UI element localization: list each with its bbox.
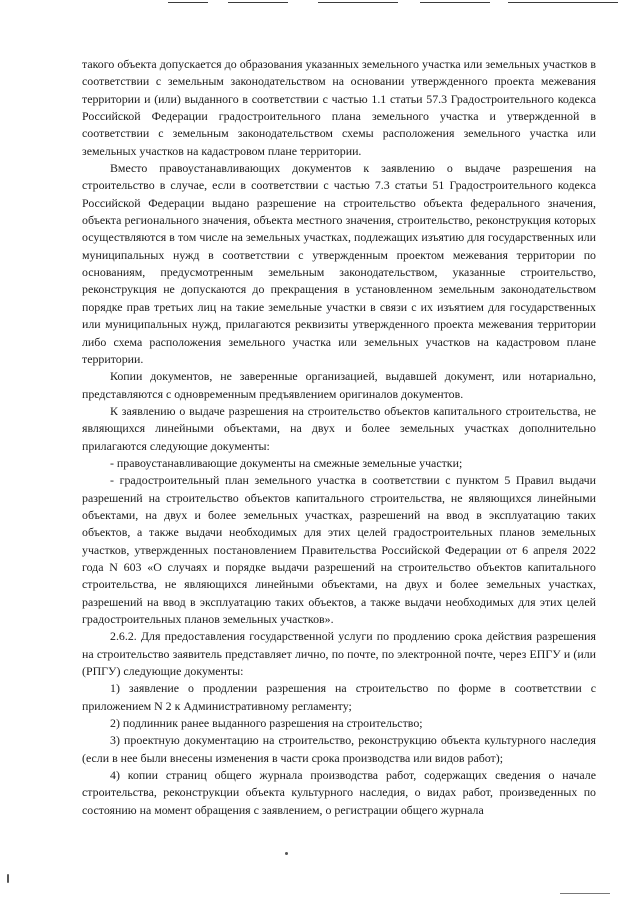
list-item: 2) подлинник ранее выданного разрешения на строительство; [110,716,423,731]
paragraph: Копии документов, не заверенные организацией, выдавшей документ, или нотариально, представляются с одновременным предъявлением оригиналов документов. [82,369,596,401]
scan-edge-line [318,2,398,3]
paragraph: такого объекта допускается до образования указанных земельного участка или земельных участков в соответствии с земельным законодательством на основании утвержденного проекта межевания территории и (или) выданного в соответствии с частью 1.1 статьи 57.3 Градостроительного кодекса Российской Федерации градостроительного плана земельного участка и утвержденной в соответствии с земельным законодательством схемы расположения земельного участка или земельных участков на кадастровом плане территории. [82,57,596,158]
paragraph: Вместо правоустанавливающих документов к заявлению о выдаче разрешения на строительство в случае, если в соответствии с частью 7.3 статьи 51 Градостроительного кодекса Российской Федерации выдано разрешение на строительство объекта федерального значения, объекта регионального значения, объекта местного значения, строительство, реконструкция которых осуществляются в том числе на земельных участках, подлежащих изъятию для государственных или муниципальных нужд в соответствии с утвержденным проектом межевания территории по основаниям, предусмотренным земельным законодательством, указанные строительство, реконструкция не допускаются до прекращения в установленном земельным законодательством порядке прав третьих лиц на такие земельные участки в связи с их изъятием для государственных или муниципальных нужд, прилагаются реквизиты утвержденного проекта межевания территории либо схема расположения земельного участка или земельных участков на кадастровом плане территории. [82,161,596,366]
scan-edge-line [420,2,490,3]
scan-edge-line [508,2,618,3]
section-paragraph: 2.6.2. Для предоставления государственной услуги по продлению срока действия разрешения на строительство заявитель представляет лично, по почте, по электронной почте, через ЕПГУ и (или (РПГУ) следующие документы: [82,629,596,679]
list-item: 4) копии страниц общего журнала производства работ, содержащих сведения о начале строительства, реконструкции объекта культурного наследия, о видах работ, произведенных по состоянию на момент обращения с заявлением, о регистрации общего журнала [82,768,596,817]
scan-edge-line [560,893,610,894]
scan-speck [285,852,288,855]
paragraph: К заявлению о выдаче разрешения на строительство объектов капитального строительства, не являющихся линейными объектами, на двух и более земельных участках дополнительно прилагаются следующие документы: [82,403,596,453]
list-item: - правоустанавливающие документы на смежные земельные участки; [110,455,463,470]
scan-speck [7,874,9,883]
document-page [82,56,596,819]
list-item: 1) заявление о продлении разрешения на строительство по форме в соответствии с приложением N 2 к Административному регламенту; [82,681,596,713]
scan-edge-line [168,2,208,3]
list-item: 3) проектную документацию на строительство, реконструкцию объекта культурного наследия (если в нее были внесены изменения в части срока производства или видов работ); [82,733,596,765]
scan-edge-line [228,2,288,3]
list-item: - градостроительный план земельного участка в соответствии с пунктом 5 Правил выдачи разрешений на строительство объектов капитального строительства, не являющихся линейными объектами, на двух и более земельных участках, разрешений на ввод в эксплуатацию таких объектов, а также выдачи необходимых для этих целей градостроительных планов земельных участков, утвержденных постановлением Правительства Российской Федерации от 6 апреля 2022 года N 603 «О случаях и порядке выдачи разрешений на строительство объектов капитального строительства, не являющихся линейными объектами, на двух и более земельных участках, разрешений на ввод в эксплуатацию таких объектов, а также выдачи необходимых для этих целей градостроительных планов земельных участков». [82,473,596,626]
